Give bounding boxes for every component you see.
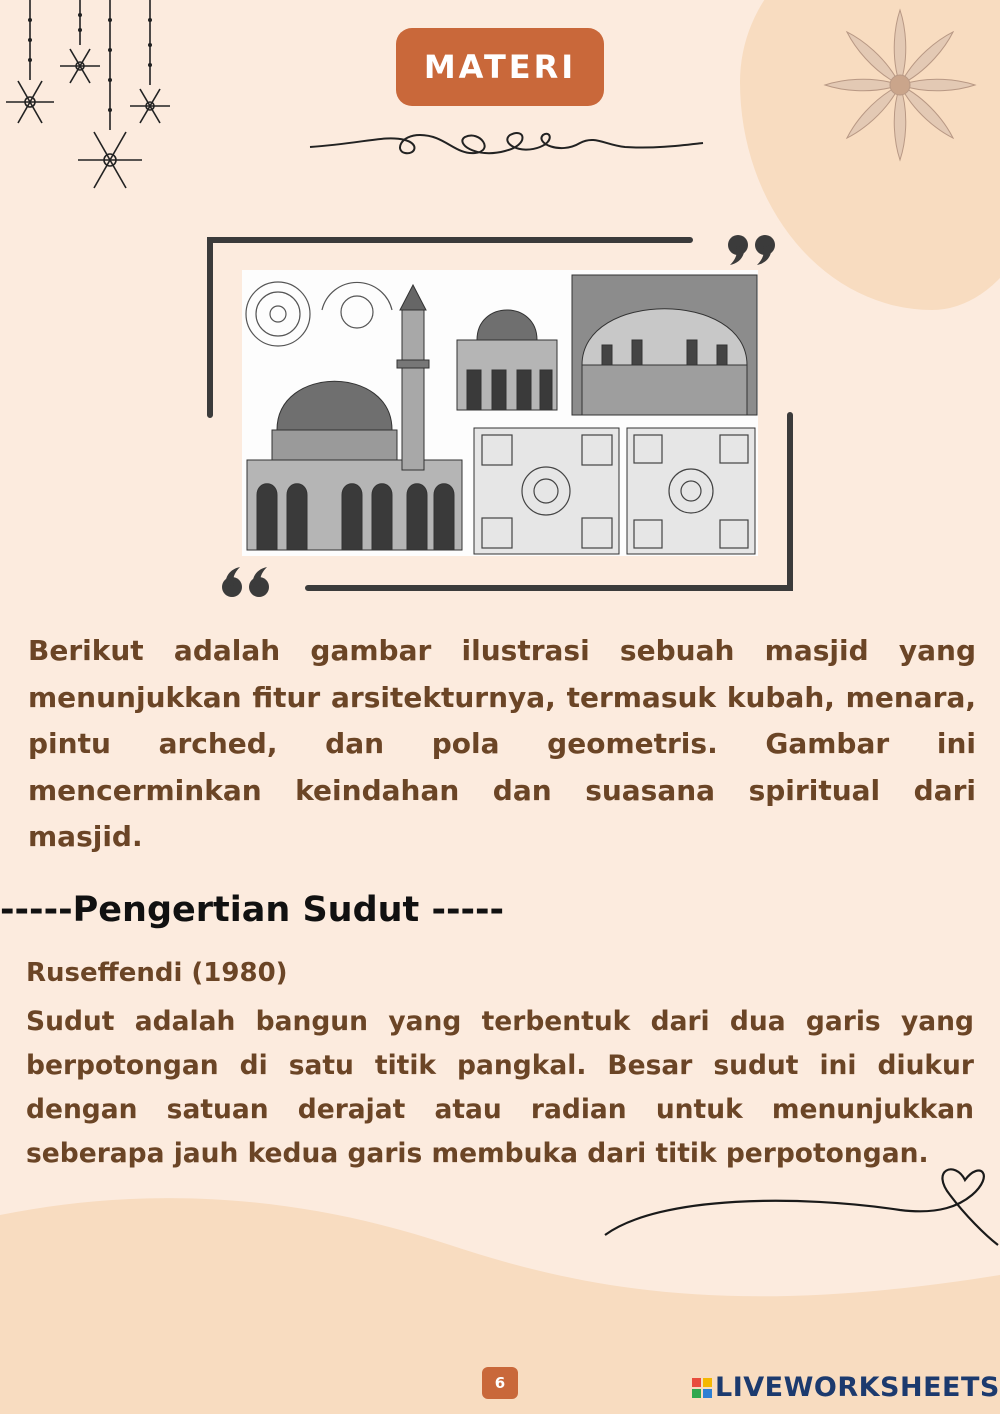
flourish-divider bbox=[305, 115, 705, 165]
quote-close-icon bbox=[728, 235, 775, 265]
snowflake-icon bbox=[0, 0, 190, 200]
flower-icon bbox=[800, 0, 1000, 190]
brand-logo bbox=[692, 1372, 1000, 1403]
source-citation: Ruseffendi (1980) bbox=[26, 958, 288, 988]
brand-text: LIVEWORKSHEETS bbox=[715, 1372, 1000, 1403]
page-title: MATERI bbox=[396, 28, 604, 106]
heart-icon bbox=[600, 1165, 1000, 1255]
brand-icon bbox=[692, 1378, 712, 1398]
page-number: 6 bbox=[482, 1367, 518, 1399]
definition-paragraph: Sudut adalah bangun yang terbentuk dari dua garis yang berpotongan di satu titik pangkal. Besar sudut ini diukur dengan satuan derajat atau radian untuk menunjukkan seberapa jauh kedua garis membuka dari titik perpotongan. bbox=[26, 1006, 974, 1169]
intro-paragraph: Berikut adalah gambar ilustrasi sebuah masjid yang menunjukkan fitur arsitekturnya, termasuk kubah, menara, pintu arched, dan pola geometris. Gambar ini mencerminkan keindahan dan suasana spiritual dari masjid. bbox=[28, 634, 976, 853]
section-heading: -----Pengertian Sudut ----- bbox=[0, 890, 505, 930]
quote-open-icon bbox=[222, 567, 269, 597]
mosque-illustration bbox=[242, 270, 758, 556]
